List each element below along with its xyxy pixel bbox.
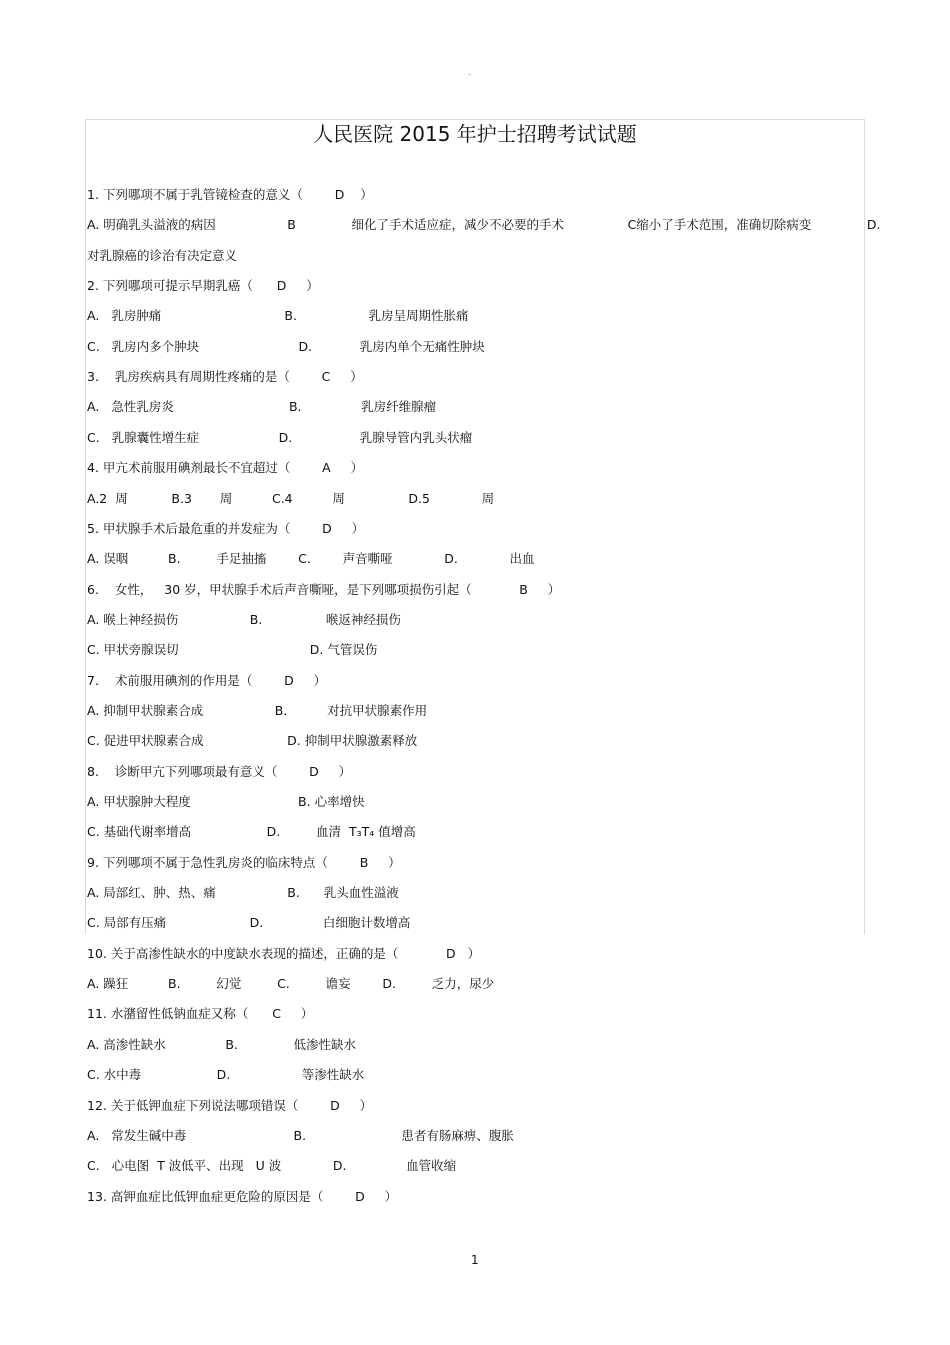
text-line: 对乳腺癌的诊治有决定意义 [87, 248, 238, 263]
header-mark: - [468, 70, 472, 80]
text-line: 4. 甲亢术前服用碘剂最长不宜超过（ A ） [87, 460, 364, 475]
text-line: 9. 下列哪项不属于急性乳房炎的临床特点（ B ） [87, 855, 401, 870]
text-line: A. 抑制甲状腺素合成 B. 对抗甲状腺素作用 [87, 703, 428, 718]
text-line: 8. 诊断甲亢下列哪项最有意义（ D ） [87, 764, 352, 779]
text-line: C. 甲状旁腺误切 D. 气管误伤 [87, 642, 378, 657]
text-line: A. 急性乳房炎 B. 乳房纤维腺瘤 [87, 399, 437, 414]
text-line: 1. 下列哪项不属于乳管镜检查的意义（ D ） [87, 187, 373, 202]
text-line: 6. 女性， 30 岁，甲状腺手术后声音嘶哑，是下列哪项损伤引起（ B ） [87, 582, 561, 597]
page-number: 1 [471, 1253, 479, 1267]
text-line: A. 甲状腺肿大程度 B. 心率增快 [87, 794, 365, 809]
text-line: 13. 高钾血症比低钾血症更危险的原因是（ D ） [87, 1189, 398, 1204]
text-line: A. 高渗性缺水 B. 低渗性缺水 [87, 1037, 357, 1052]
text-line: C. 基础代谢率增高 D. 血清 T₃T₄ 值增高 [87, 824, 416, 839]
text-line: 5. 甲状腺手术后最危重的并发症为（ D ） [87, 521, 365, 536]
frame-right-border [864, 119, 865, 934]
text-line: A. 乳房肿痛 B. 乳房呈周期性胀痛 [87, 308, 469, 323]
text-line: A. 喉上神经损伤 B. 喉返神经损伤 [87, 612, 401, 627]
text-line: 12. 关于低钾血症下列说法哪项错误（ D ） [87, 1098, 373, 1113]
text-line: A. 误咽 B. 手足抽搐 C. 声音嘶哑 D. 出血 [87, 551, 535, 566]
text-line: A. 躁狂 B. 幻觉 C. 谵妄 D. 乏力，尿少 [87, 976, 495, 991]
text-line: A. 常发生碱中毒 B. 患者有肠麻痹、腹胀 [87, 1128, 514, 1143]
frame-left-border [85, 119, 86, 934]
text-line: C. 水中毒 D. 等渗性缺水 [87, 1067, 365, 1082]
text-line: 2. 下列哪项可提示早期乳癌（ D ） [87, 278, 319, 293]
text-line: A.2 周 B.3 周 C.4 周 D.5 周 [87, 491, 495, 506]
text-line: 3. 乳房疾病具有周期性疼痛的是（ C ） [87, 369, 363, 384]
text-line: C. 乳腺囊性增生症 D. 乳腺导管内乳头状瘤 [87, 430, 473, 445]
text-line: 10. 关于高渗性缺水的中度缺水表现的描述，正确的是（ D ） [87, 946, 481, 961]
text-line: C. 心电图 T 波低平、出现 U 波 D. 血管收缩 [87, 1158, 457, 1173]
text-line: 11. 水潴留性低钠血症又称（ C ） [87, 1006, 314, 1021]
text-line: 7. 术前服用碘剂的作用是（ D ） [87, 673, 327, 688]
text-line: C. 促进甲状腺素合成 D. 抑制甲状腺激素释放 [87, 733, 418, 748]
text-line: A. 明确乳头溢液的病因 B 细化了手术适应症，减少不必要的手术 C缩小了手术范围，准确切除病变 D. [87, 217, 881, 232]
text-line: C. 局部有压痛 D. 白细胞计数增高 [87, 915, 411, 930]
text-line: C. 乳房内多个肿块 D. 乳房内单个无痛性肿块 [87, 339, 485, 354]
document-title: 人民医院 2015 年护士招聘考试试题 [313, 122, 637, 146]
text-line: A. 局部红、肿、热、痛 B. 乳头血性溢液 [87, 885, 399, 900]
